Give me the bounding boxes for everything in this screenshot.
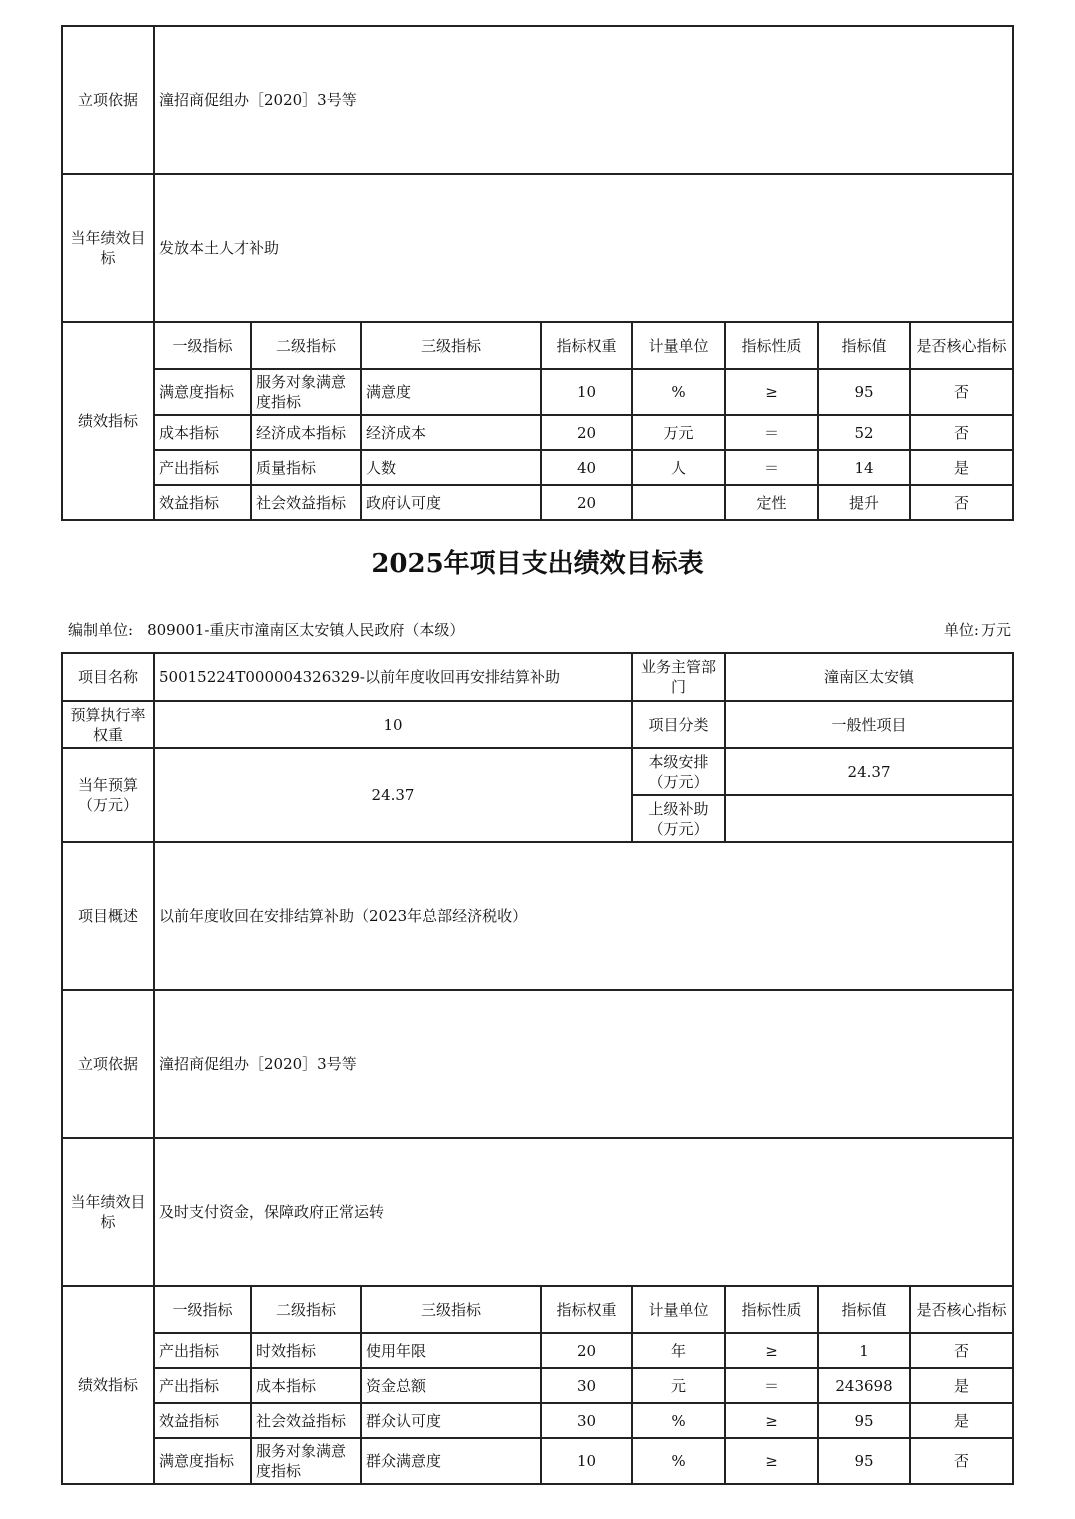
goal-label: 当年绩效目标 (62, 174, 154, 322)
cell-weight: 40 (541, 450, 632, 485)
table-row (62, 1368, 1013, 1403)
cell-level1: 成本指标 (154, 415, 251, 450)
cell-level2: 服务对象满意度指标 (251, 1438, 361, 1484)
cell-unit: % (632, 1403, 725, 1438)
cell-nature: ≥ (725, 1438, 818, 1484)
cell-unit: % (632, 1438, 725, 1484)
cell-core: 否 (910, 415, 1013, 450)
basis-value: 潼招商促组办［2020］3号等 (154, 26, 1013, 174)
cell-level2: 经济成本指标 (251, 415, 361, 450)
dept-label: 业务主管部门 (632, 653, 725, 701)
header-level2: 二级指标 (251, 322, 361, 369)
cell-core: 否 (910, 1333, 1013, 1368)
budget-label: 当年预算（万元） (62, 748, 154, 842)
cell-core: 是 (910, 450, 1013, 485)
indicators-label: 绩效指标 (62, 322, 154, 520)
basis-label: 立项依据 (62, 990, 154, 1138)
cell-nature: 定性 (725, 485, 818, 520)
budget-value: 24.37 (154, 748, 632, 842)
table-row (62, 369, 1013, 415)
cell-level3: 群众认可度 (361, 1403, 541, 1438)
project-table (61, 652, 1014, 1485)
cell-level3: 使用年限 (361, 1333, 541, 1368)
upper-value (725, 795, 1013, 842)
overview-label: 项目概述 (62, 842, 154, 990)
cell-core: 是 (910, 1368, 1013, 1403)
unit-label: 编制单位: (68, 621, 134, 639)
cell-level2: 社会效益指标 (251, 485, 361, 520)
cell-level2: 社会效益指标 (251, 1403, 361, 1438)
cell-value: 95 (818, 1438, 910, 1484)
header-level3: 三级指标 (361, 1286, 541, 1333)
cell-weight: 30 (541, 1403, 632, 1438)
cell-level3: 经济成本 (361, 415, 541, 450)
weight-value: 10 (154, 701, 632, 748)
header-nature: 指标性质 (725, 322, 818, 369)
cell-value: 243698 (818, 1368, 910, 1403)
local-value: 24.37 (725, 748, 1013, 795)
table-row (62, 415, 1013, 450)
cell-level3: 群众满意度 (361, 1438, 541, 1484)
currency-value: 万元 (980, 621, 1011, 639)
cell-unit: 万元 (632, 415, 725, 450)
cell-nature: ＝ (725, 415, 818, 450)
cell-level1: 满意度指标 (154, 369, 251, 415)
cell-unit: 年 (632, 1333, 725, 1368)
cell-weight: 30 (541, 1368, 632, 1403)
upper-label: 上级补助（万元） (632, 795, 725, 842)
cell-nature: ＝ (725, 450, 818, 485)
cell-value: 95 (818, 369, 910, 415)
cell-level2: 时效指标 (251, 1333, 361, 1368)
cell-level1: 产出指标 (154, 1333, 251, 1368)
overview-value: 以前年度收回在安排结算补助（2023年总部经济税收） (154, 842, 1013, 990)
goal-label: 当年绩效目标 (62, 1138, 154, 1286)
header-level1: 一级指标 (154, 322, 251, 369)
cell-unit: 人 (632, 450, 725, 485)
cell-core: 是 (910, 1403, 1013, 1438)
header-nature: 指标性质 (725, 1286, 818, 1333)
cell-nature: ≥ (725, 1333, 818, 1368)
cell-value: 提升 (818, 485, 910, 520)
cell-level1: 产出指标 (154, 1368, 251, 1403)
header-level1: 一级指标 (154, 1286, 251, 1333)
cell-level2: 服务对象满意度指标 (251, 369, 361, 415)
category-label: 项目分类 (632, 701, 725, 748)
cell-value: 52 (818, 415, 910, 450)
cell-level1: 效益指标 (154, 1403, 251, 1438)
cell-level1: 满意度指标 (154, 1438, 251, 1484)
cell-level1: 产出指标 (154, 450, 251, 485)
header-weight: 指标权重 (541, 322, 632, 369)
cell-value: 1 (818, 1333, 910, 1368)
cell-core: 否 (910, 485, 1013, 520)
header-value: 指标值 (818, 322, 910, 369)
category-value: 一般性项目 (725, 701, 1013, 748)
cell-value: 95 (818, 1403, 910, 1438)
basis-value: 潼招商促组办［2020］3号等 (154, 990, 1013, 1138)
currency-info (944, 620, 1011, 640)
dept-value: 潼南区太安镇 (725, 653, 1013, 701)
cell-level2: 成本指标 (251, 1368, 361, 1403)
currency-label: 单位: (943, 621, 979, 639)
cell-weight: 20 (541, 415, 632, 450)
page-title: 2025年项目支出绩效目标表 (371, 549, 704, 579)
project-name-value: 50015224T000004326329-以前年度收回再安排结算补助 (154, 653, 632, 701)
cell-level3: 满意度 (361, 369, 541, 415)
unit-info (68, 620, 464, 640)
cell-level2: 质量指标 (251, 450, 361, 485)
cell-weight: 20 (541, 485, 632, 520)
prev-project-table (61, 25, 1014, 521)
cell-level3: 资金总额 (361, 1368, 541, 1403)
header-level2: 二级指标 (251, 1286, 361, 1333)
table-row (62, 450, 1013, 485)
header-weight: 指标权重 (541, 1286, 632, 1333)
project-name-label: 项目名称 (62, 653, 154, 701)
table-row (62, 1333, 1013, 1368)
cell-weight: 10 (541, 1438, 632, 1484)
local-label: 本级安排（万元） (632, 748, 725, 795)
cell-level3: 人数 (361, 450, 541, 485)
unit-value: 809001-重庆市潼南区太安镇人民政府（本级） (147, 621, 465, 639)
cell-value: 14 (818, 450, 910, 485)
cell-level3: 政府认可度 (361, 485, 541, 520)
table-row (62, 1438, 1013, 1484)
header-value: 指标值 (818, 1286, 910, 1333)
header-level3: 三级指标 (361, 322, 541, 369)
cell-unit (632, 485, 725, 520)
basis-label: 立项依据 (62, 26, 154, 174)
goal-value: 及时支付资金，保障政府正常运转 (154, 1138, 1013, 1286)
header-unit: 计量单位 (632, 322, 725, 369)
cell-weight: 20 (541, 1333, 632, 1368)
weight-label: 预算执行率权重 (62, 701, 154, 748)
cell-weight: 10 (541, 369, 632, 415)
goal-value: 发放本土人才补助 (154, 174, 1013, 322)
cell-unit: % (632, 369, 725, 415)
cell-core: 否 (910, 369, 1013, 415)
table-row (62, 1403, 1013, 1438)
cell-nature: ≥ (725, 1403, 818, 1438)
cell-nature: ＝ (725, 1368, 818, 1403)
cell-nature: ≥ (725, 369, 818, 415)
cell-core: 否 (910, 1438, 1013, 1484)
cell-level1: 效益指标 (154, 485, 251, 520)
table-row (62, 485, 1013, 520)
cell-unit: 元 (632, 1368, 725, 1403)
header-unit: 计量单位 (632, 1286, 725, 1333)
indicators-label: 绩效指标 (62, 1286, 154, 1484)
header-core: 是否核心指标 (910, 1286, 1013, 1333)
header-core: 是否核心指标 (910, 322, 1013, 369)
